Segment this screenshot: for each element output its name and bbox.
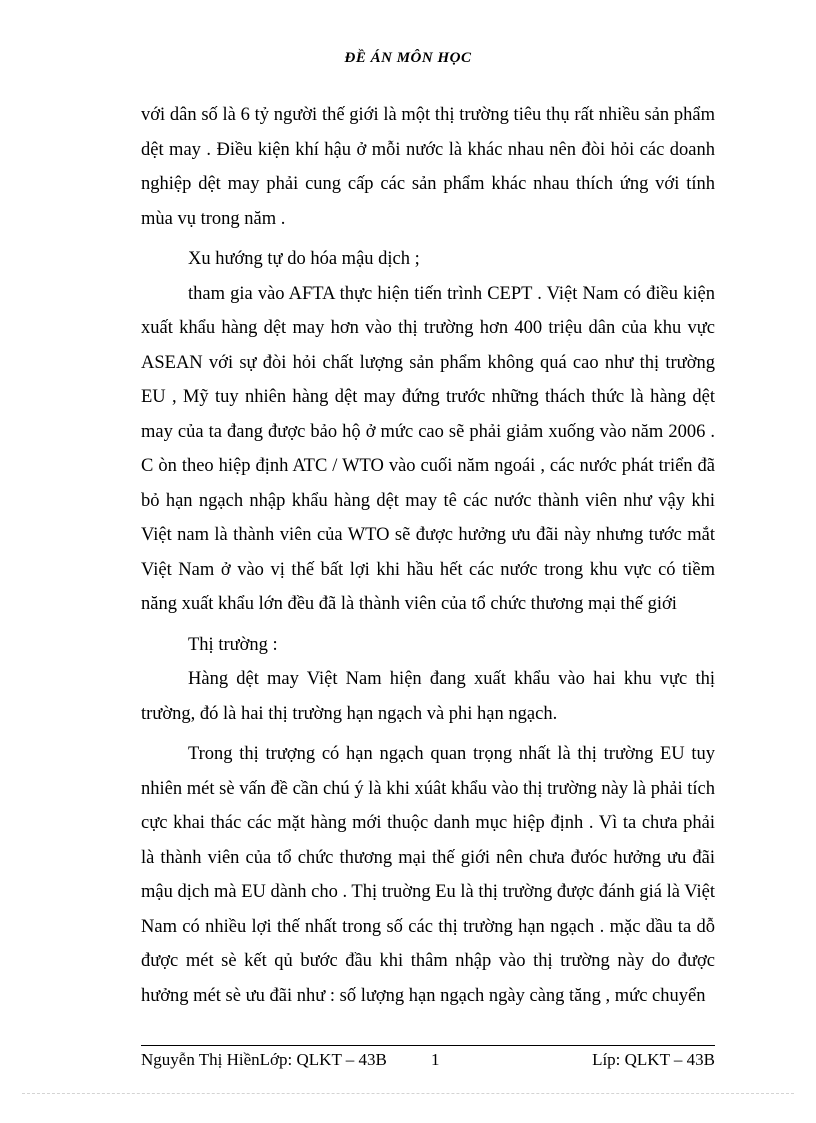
- document-body: [141, 98, 715, 1013]
- page-footer: [141, 1050, 715, 1072]
- paragraph-4: Thị trường :: [188, 634, 278, 655]
- footer-author: Nguyễn Thị HiềnLớp: QLKT – 43B: [141, 1050, 387, 1069]
- paragraph-3: tham gia vào AFTA thực hiện tiến trình CEPT . Việt Nam có điều kiện xuất khẩu hàng dệt may hơn vào thị trường hơn 400 triệu dân của khu vực ASEAN với sự đòi hỏi chất lượng sản phẩm không quá cao như thị trường EU , Mỹ tuy nhiên hàng dệt may đứng trước những thách thức là hàng dệt may của ta đang được bảo hộ ở mức cao sẽ phải giảm xuống vào năm 2006 . C òn theo hiệp định ATC / WTO vào cuối năm ngoái , các nước phát triển đã bỏ hạn ngạch nhập khẩu hàng dệt may tê các nước thành viên như vậy khi Việt nam là thành viên của WTO sẽ được hưởng ưu đãi này nhưng tước mắt Việt Nam ở vào vị thế bất lợi khi hầu hết các nước trong khu vực có tiềm năng xuất khẩu lớn đều đã là thành viên của tổ chức thương mại thế giới: [141, 283, 715, 614]
- paragraph-1: với dân số là 6 tỷ người thế giới là một thị trường tiêu thụ rất nhiều sản phẩm dệt may . Điều kiện khí hậu ở mỗi nước là khác nhau nên đòi hỏi các doanh nghiệp dệt may phải cung cấp các sản phẩm khác nhau thích ứng với tính mùa vụ trong năm .: [141, 105, 715, 229]
- footer-divider: [141, 1045, 715, 1046]
- paragraph-2: Xu hướng tự do hóa mậu dịch ;: [188, 249, 420, 269]
- page-header-title: ĐỀ ÁN MÔN HỌC: [344, 50, 472, 66]
- footer-page-number: 1: [431, 1050, 440, 1069]
- page-bottom-divider: [22, 1093, 794, 1094]
- paragraph-6: Trong thị trượng có hạn ngạch quan trọng nhất là thị trường EU tuy nhiên mét sè vấn đề cần chú ý là khi xúât khẩu vào thị trường này là phải tích cực khai thác các mặt hàng mới thuộc danh mục hiệp định . Vì ta chưa phải là thành viên của tổ chức thương mại thế giới nên chưa đưóc hưởng ưu đãi mậu dịch mà EU dành cho . Thị truờng Eu là thị trường được đánh giá là Việt Nam có nhiều lợi thế nhất trong số các thị trường hạn ngạch . mặc dầu ta dỗ được mét sè kết qủ bước đầu khi thâm nhập vào thị trường này do được hưởng mét sè ưu đãi như : số lượng hạn ngạch ngày càng tăng , mức chuyển: [141, 744, 715, 1006]
- paragraph-5: Hàng dệt may Việt Nam hiện đang xuất khẩu vào hai khu vực thị trường, đó là hai thị trường hạn ngạch và phi hạn ngạch.: [141, 669, 715, 724]
- footer-class: Líp: QLKT – 43B: [592, 1050, 715, 1069]
